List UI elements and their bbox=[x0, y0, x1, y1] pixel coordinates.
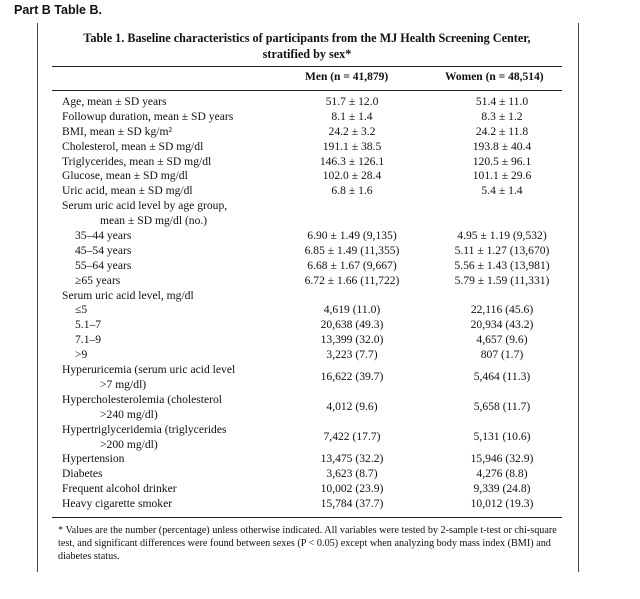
women-value: 193.8 ± 40.4 bbox=[472, 139, 532, 153]
men-value: 4,619 (11.0) bbox=[323, 303, 381, 317]
men-value: 6.72 ± 1.66 (11,722) bbox=[304, 273, 400, 287]
men-value: 15,784 (37.7) bbox=[320, 497, 384, 511]
table-row bbox=[52, 318, 562, 333]
table-row bbox=[52, 274, 562, 289]
men-value: 3,223 (7.7) bbox=[326, 348, 378, 362]
row-label: Cholesterol, mean ± SD mg/dl bbox=[62, 139, 204, 153]
row-label-continued: >200 mg/dl) bbox=[100, 437, 158, 451]
table-title bbox=[37, 30, 577, 62]
row-label: Serum uric acid level by age group, bbox=[62, 199, 228, 213]
header-rule bbox=[52, 90, 562, 91]
women-value: 5.4 ± 1.4 bbox=[481, 184, 523, 198]
row-label: Heavy cigarette smoker bbox=[62, 497, 173, 511]
table-row bbox=[52, 259, 562, 274]
men-value: 16,622 (39.7) bbox=[320, 370, 384, 384]
women-value: 5.79 ± 1.59 (11,331) bbox=[454, 273, 550, 287]
table-row bbox=[52, 452, 562, 467]
table-row bbox=[52, 289, 562, 304]
men-value: 6.68 ± 1.67 (9,667) bbox=[307, 258, 397, 272]
table-row bbox=[52, 244, 562, 259]
row-label: 45–54 years bbox=[75, 243, 132, 257]
women-value: 5,464 (11.3) bbox=[473, 370, 531, 384]
table-row bbox=[52, 333, 562, 348]
women-value: 22,116 (45.6) bbox=[470, 303, 534, 317]
women-value: 8.3 ± 1.2 bbox=[481, 109, 523, 123]
men-value: 13,475 (32.2) bbox=[320, 452, 384, 466]
row-label: Serum uric acid level, mg/dl bbox=[62, 288, 194, 302]
table-row bbox=[52, 363, 562, 393]
men-value: 24.2 ± 3.2 bbox=[328, 124, 376, 138]
table-row bbox=[52, 303, 562, 318]
women-value: 5.56 ± 1.43 (13,981) bbox=[454, 258, 550, 272]
women-value: 807 (1.7) bbox=[480, 348, 524, 362]
table-row bbox=[52, 497, 562, 512]
women-value: 51.4 ± 11.0 bbox=[475, 95, 529, 108]
women-value: 101.1 ± 29.6 bbox=[472, 169, 532, 183]
table-row bbox=[52, 214, 562, 229]
women-value: 4,657 (9.6) bbox=[476, 333, 528, 347]
row-label: Hypertension bbox=[62, 452, 125, 466]
women-value: 5,131 (10.6) bbox=[473, 429, 531, 443]
men-value: 102.0 ± 28.4 bbox=[322, 169, 382, 183]
row-label: ≥65 years bbox=[75, 273, 121, 287]
row-label: 7.1–9 bbox=[75, 333, 102, 347]
row-label: Hypercholesterolemia (cholesterol bbox=[62, 392, 222, 406]
row-label: ≤5 bbox=[75, 303, 88, 317]
women-value: 15,946 (32.9) bbox=[470, 452, 534, 466]
women-value: 20,934 (43.2) bbox=[470, 318, 534, 332]
table-row bbox=[52, 482, 562, 497]
column-header-men: Men (n = 41,879) bbox=[305, 71, 389, 83]
women-value: 10,012 (19.3) bbox=[470, 497, 534, 511]
women-value: 9,339 (24.8) bbox=[473, 482, 531, 496]
row-label: Frequent alcohol drinker bbox=[62, 482, 177, 496]
women-value: 120.5 ± 96.1 bbox=[472, 154, 532, 168]
table-row bbox=[52, 184, 562, 199]
table-body bbox=[52, 95, 562, 512]
men-value: 3,623 (8.7) bbox=[326, 467, 378, 481]
table-row bbox=[52, 467, 562, 482]
men-value: 20,638 (49.3) bbox=[320, 318, 384, 332]
table-title-line-1: Table 1. Baseline characteristics of participants from the MJ Health Screening Center, bbox=[83, 31, 531, 45]
row-label: mean ± SD mg/dl (no.) bbox=[100, 214, 208, 228]
row-label: 35–44 years bbox=[75, 229, 132, 243]
men-value: 51.7 ± 12.0 bbox=[325, 95, 379, 108]
men-value: 6.8 ± 1.6 bbox=[331, 184, 373, 198]
row-label: 55–64 years bbox=[75, 258, 132, 272]
women-value: 5.11 ± 1.27 (13,670) bbox=[454, 243, 550, 257]
row-label: Diabetes bbox=[62, 467, 103, 481]
part-heading: Part B Table B. bbox=[14, 3, 102, 17]
row-label: Uric acid, mean ± SD mg/dl bbox=[62, 184, 193, 198]
men-value: 6.85 ± 1.49 (11,355) bbox=[304, 243, 400, 257]
men-value: 4,012 (9.6) bbox=[326, 399, 378, 413]
column-header-women: Women (n = 48,514) bbox=[445, 71, 544, 83]
table-row bbox=[52, 229, 562, 244]
men-value: 10,002 (23.9) bbox=[320, 482, 384, 496]
row-label: BMI, mean ± SD kg/m² bbox=[62, 124, 172, 138]
table-row bbox=[52, 348, 562, 363]
table-row bbox=[52, 95, 562, 110]
table-row bbox=[52, 423, 562, 453]
row-label: Hypertriglyceridemia (triglycerides bbox=[62, 422, 227, 436]
row-label: Age, mean ± SD years bbox=[62, 95, 167, 108]
men-value: 8.1 ± 1.4 bbox=[331, 109, 373, 123]
men-value: 191.1 ± 38.5 bbox=[322, 139, 382, 153]
table-row bbox=[52, 393, 562, 423]
men-value: 13,399 (32.0) bbox=[320, 333, 384, 347]
row-label: Followup duration, mean ± SD years bbox=[62, 109, 234, 123]
table-row bbox=[52, 140, 562, 155]
table-footnote: * Values are the number (percentage) unless otherwise indicated. All variables were tested by 2-sample t-test or chi-square test, and significant differences were found between sexes (P < 0.05) except when analyzing body mass index (BMI) and diabetes status. bbox=[58, 525, 557, 562]
men-value: 6.90 ± 1.49 (9,135) bbox=[307, 229, 397, 243]
row-label: >9 bbox=[75, 348, 88, 362]
women-value: 5,658 (11.7) bbox=[473, 399, 531, 413]
bottom-rule bbox=[52, 517, 562, 518]
women-value: 24.2 ± 11.8 bbox=[475, 124, 529, 138]
women-value: 4.95 ± 1.19 (9,532) bbox=[457, 229, 547, 243]
table-row bbox=[52, 110, 562, 125]
table-row bbox=[52, 155, 562, 170]
table-row bbox=[52, 199, 562, 214]
row-label: Glucose, mean ± SD mg/dl bbox=[62, 169, 188, 183]
table-row bbox=[52, 169, 562, 184]
row-label-continued: >240 mg/dl) bbox=[100, 407, 158, 421]
row-label: 5.1–7 bbox=[75, 318, 102, 332]
men-value: 7,422 (17.7) bbox=[323, 429, 381, 443]
women-value: 4,276 (8.8) bbox=[476, 467, 528, 481]
table-title-line-2: stratified by sex* bbox=[262, 47, 352, 61]
row-label: Triglycerides, mean ± SD mg/dl bbox=[62, 154, 212, 168]
row-label: Hyperuricemia (serum uric acid level bbox=[62, 363, 236, 377]
men-value: 146.3 ± 126.1 bbox=[319, 154, 385, 168]
table-row bbox=[52, 125, 562, 140]
row-label-continued: >7 mg/dl) bbox=[100, 377, 147, 391]
top-rule bbox=[52, 66, 562, 67]
